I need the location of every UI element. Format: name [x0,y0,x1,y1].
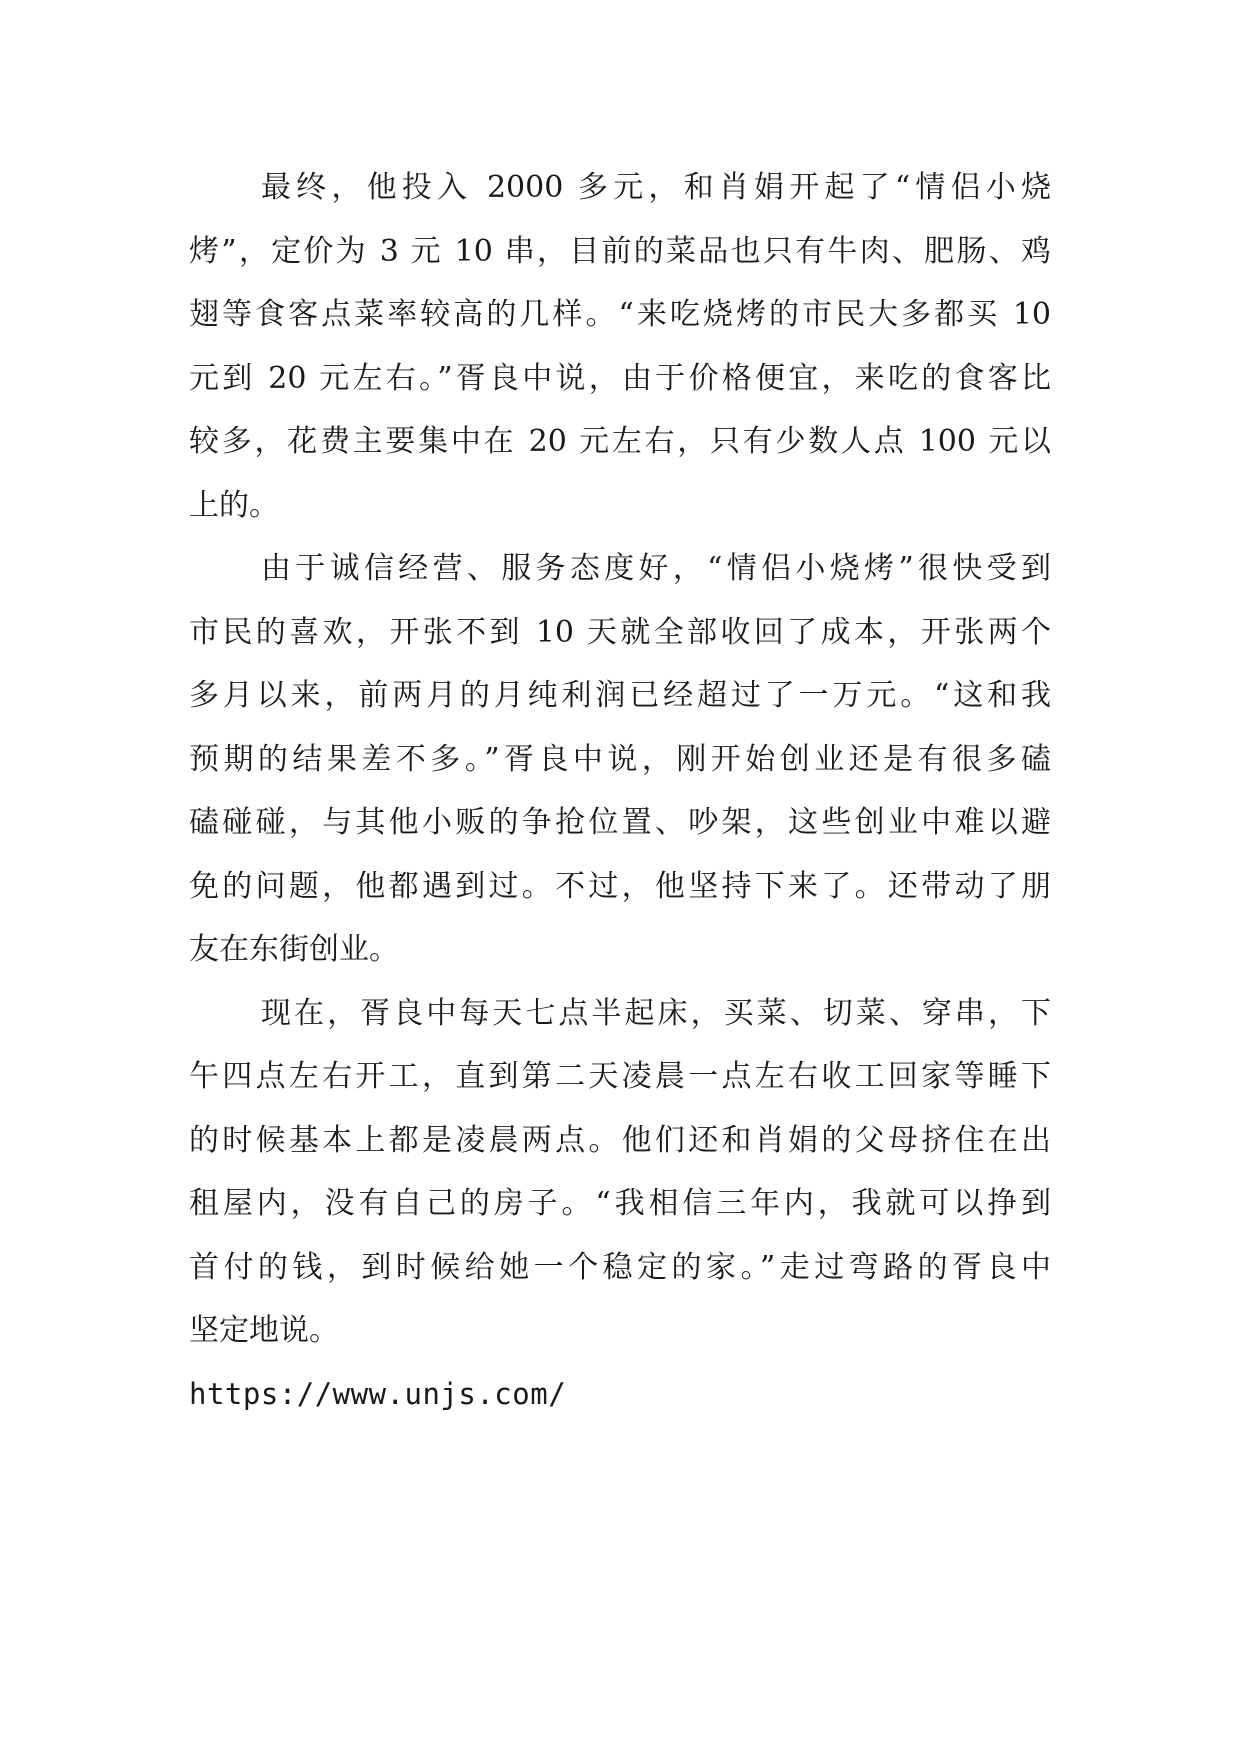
paragraph-line: 元到 20 元左右。”胥良中说，由于价格便宜，来吃的食客比 [189,360,1051,396]
paragraph-line: 磕碰碰，与其他小贩的争抢位置、吵架，这些创业中难以避 [189,805,1051,840]
article-body [189,156,1051,1426]
source-url[interactable]: https://www.unjs.com/ [189,1376,567,1411]
paragraph-line: 友在东街创业。 [189,932,399,967]
paragraph-line: 较多，花费主要集中在 20 元左右，只有少数人点 100 元以 [189,424,1051,459]
paragraph-line: 首付的钱，到时候给她一个稳定的家。”走过弯路的胥良中 [189,1249,1051,1285]
paragraph-line: 上的。 [189,487,279,523]
paragraph-2 [189,537,1051,982]
paragraph-line: 午四点左右开工，直到第二天凌晨一点左右收工回家等睡下 [189,1059,1051,1094]
paragraph-line: 多月以来，前两月的月纯利润已经超过了一万元。“这和我 [189,678,1051,713]
paragraph-line: 翅等食客点菜率较高的几样。“来吃烧烤的市民大多都买 10 [189,297,1051,332]
paragraph-line: 租屋内，没有自己的房子。“我相信三年内，我就可以挣到 [189,1186,1051,1221]
paragraph-line: 现在，胥良中每天七点半起床，买菜、切菜、穿串，下 [261,995,1051,1031]
paragraph-line: 的时候基本上都是凌晨两点。他们还和肖娟的父母挤住在出 [189,1122,1051,1158]
paragraph-line: 烤”，定价为 3 元 10 串，目前的菜品也只有牛肉、肥肠、鸡 [189,233,1051,269]
paragraph-line: 预期的结果差不多。”胥良中说，刚开始创业还是有很多磕 [189,741,1051,777]
paragraph-line: 坚定地说。 [189,1313,339,1348]
paragraph-line: 免的问题，他都遇到过。不过，他坚持下来了。还带动了朋 [189,868,1051,904]
paragraph-line: 市民的喜欢，开张不到 10 天就全部收回了成本，开张两个 [189,614,1051,650]
paragraph-3 [189,982,1051,1363]
paragraph-line: 最终，他投入 2000 多元，和肖娟开起了“情侣小烧 [261,170,1051,205]
paragraph-1 [189,156,1051,537]
paragraph-line: 由于诚信经营、服务态度好，“情侣小烧烤”很快受到 [261,551,1051,586]
